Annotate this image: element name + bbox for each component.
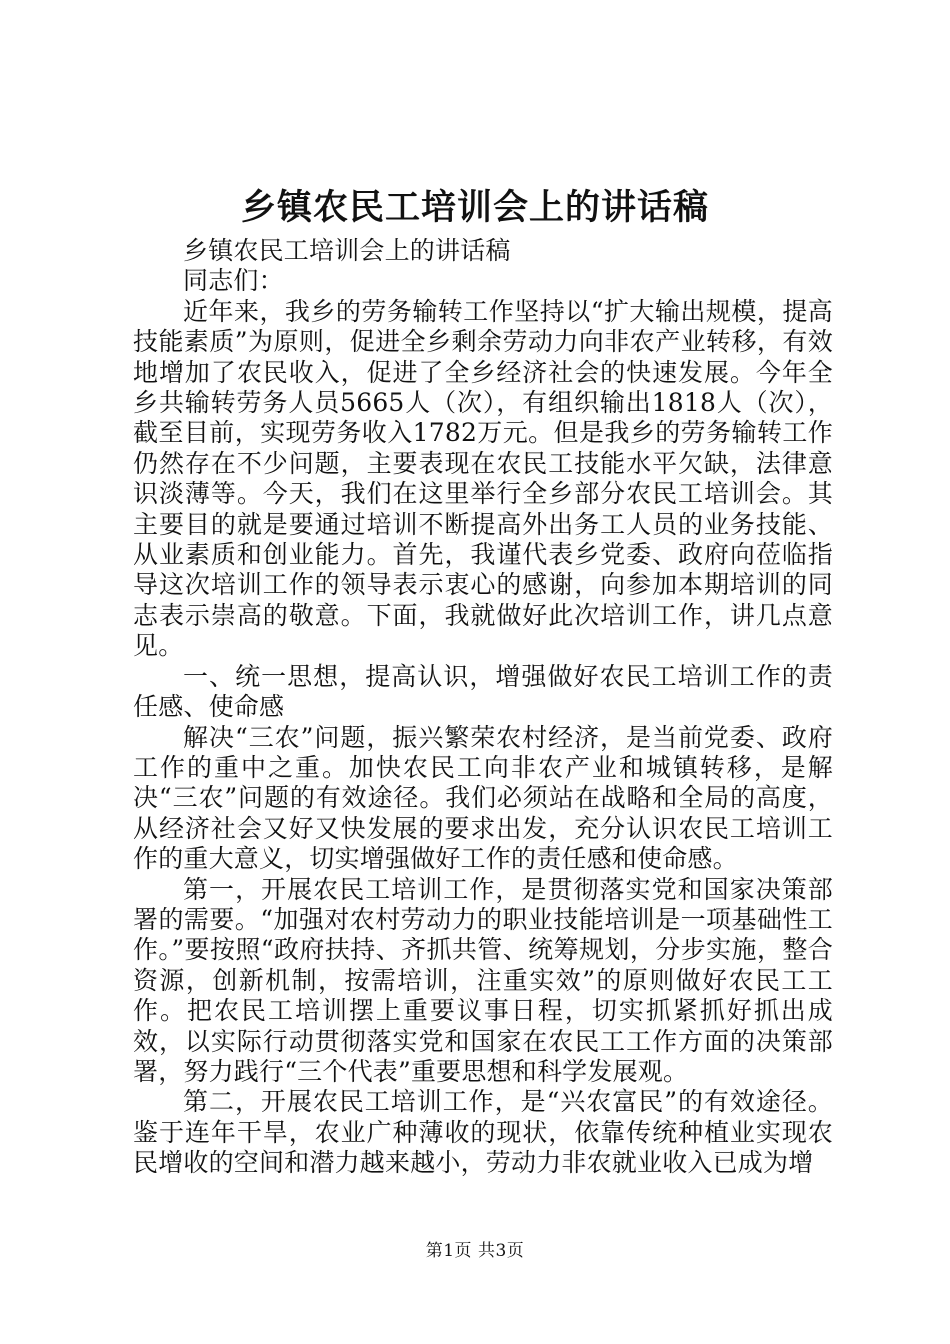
body-paragraph-salutation: 同志们：: [183, 266, 284, 296]
body-paragraph-intro: 近年来，我乡的劳务输转工作坚持以“扩大输出规模，提高技能素质”为原则，促进全乡剩余劳动力向非农产业转移，有效地增加了农民收入，促进了全乡经济社会的快速发展。今年全乡共输转劳务人员5665人（次），有组织输出1818人（次），截至目前，实现劳务收入1782万元。但是我乡的劳务输转工作仍然存在不少问题，主要表现在农民工技能水平欠缺，法律意识淡薄等。今天，我们在这里举行全乡部分农民工培训会。其主要目的就是要通过培训不断提高外出务工人员的业务技能、从业素质和创业能力。首先，我谨代表乡党委、政府向莅临指导这次培训工作的领导表示衷心的感谢，向参加本期培训的同志表示崇高的敬意。下面，我就做好此次培训工作，讲几点意见。: [133, 296, 833, 661]
body-paragraph-second-point: 第二，开展农民工培训工作，是“兴农富民”的有效途径。鉴于连年干旱，农业广种薄收的现状，依靠传统种植业实现农民增收的空间和潜力越来越小，劳动力非农就业收入已成为增: [133, 1087, 833, 1178]
body-paragraph-first-point: 第一，开展农民工培训工作，是贯彻落实党和国家决策部署的需要。“加强对农村劳动力的职业技能培训是一项基础性工作。”要按照“政府扶持、齐抓共管、统筹规划，分步实施，整合资源，创新机制，按需培训，注重实效”的原则做好农民工工作。把农民工培训摆上重要议事日程，切实抓紧抓好抓出成效，以实际行动贯彻落实党和国家在农民工工作方面的决策部署，努力践行“三个代表”重要思想和科学发展观。: [133, 874, 833, 1086]
body-paragraph-subtitle: 乡镇农民工培训会上的讲话稿: [183, 236, 511, 265]
page-number-footer: 第1页 共3页: [425, 1241, 525, 1261]
body-paragraph-heading-one: 一、统一思想，提高认识，增强做好农民工培训工作的责任感、使命感: [133, 661, 833, 722]
body-paragraph-three-rural: 解决“三农”问题，振兴繁荣农村经济，是当前党委、政府工作的重中之重。加快农民工向非农产业和城镇转移，是解决“三农”问题的有效途径。我们必须站在战略和全局的高度，从经济社会又好又快发展的要求出发，充分认识农民工培训工作的重大意义，切实增强做好工作的责任感和使命感。: [133, 722, 833, 874]
document-body: [133, 236, 833, 1179]
document-title: 乡镇农民工培训会上的讲话稿: [240, 187, 709, 228]
